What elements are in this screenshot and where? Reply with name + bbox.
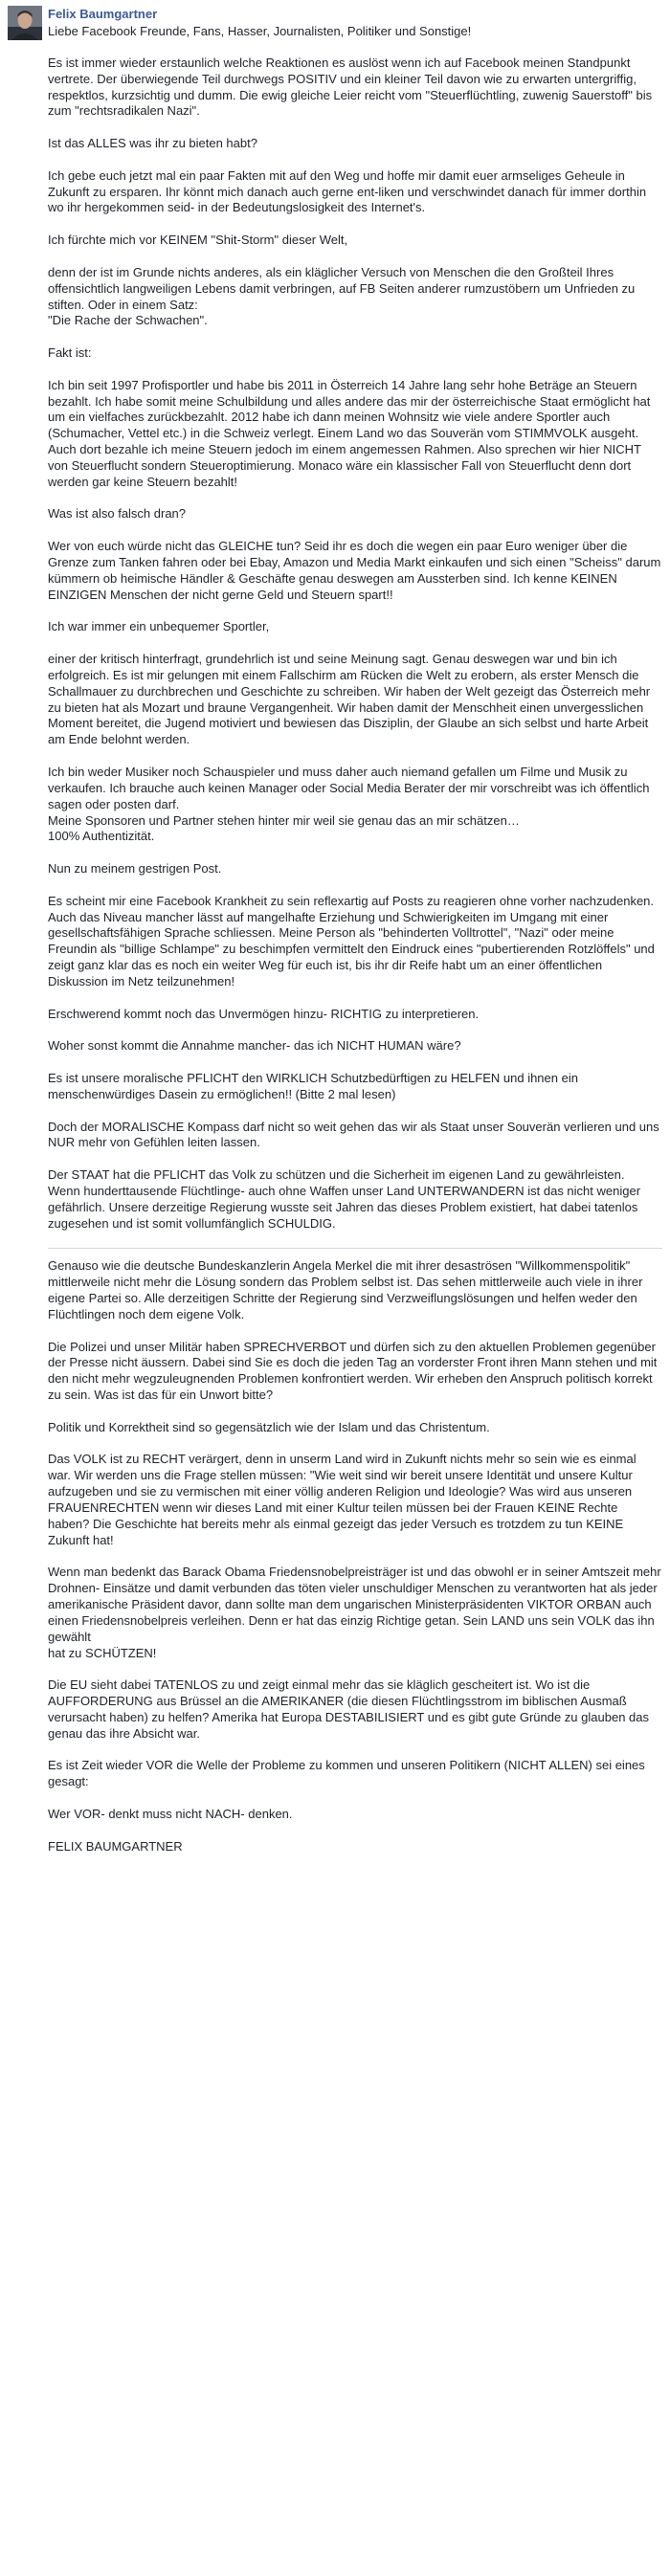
facebook-post [8,6,662,1871]
profile-photo-icon [8,6,42,40]
paragraph: Politik und Korrektheit sind so gegensätzlich wie der Islam und das Christentum. [48,1419,490,1434]
paragraph: Ich fürchte mich vor KEINEM "Shit-Storm" dieser Welt, [48,233,348,248]
author-name[interactable]: Felix Baumgartner [48,7,158,21]
content-divider [48,1248,662,1249]
paragraph: Nun zu meinem gestrigen Post. [48,861,222,877]
paragraph: denn der ist im Grunde nichts anderes, als ein kläglicher Versuch von Menschen die den Großteil Ihres offensichtlich langweiligen Lebens damit verbringen, auf FB Seiten anderer rumzustöbern um Unfrieden zu stiften. Oder in einem Satz: "Die Rache der Schwachen". [48,264,636,328]
paragraph: Ich gebe euch jetzt mal ein paar Fakten mit auf den Weg und hoffe mir damit euer armseliges Geheule in Zukunft zu ersparen. Ihr könnt mich danach auch gerne ent-liken und verschwindet danach für immer dorthin wo ihr hergekommen seid- in der Bedeutungslosigkeit des Internet's. [48,167,650,215]
paragraph: Der STAAT hat die PFLICHT das Volk zu schützen und die Sicherheit im eigenen Land zu gewährleisten. Wenn hunderttausende Flüchtlinge- auch ohne Waffen unser Land UNTERWANDERN ist das nicht weniger gefährlich. Unsere derzeitige Regierung wusste seit Jahren das dieses Problem existiert, hat dabei tatenlos zugesehen und ist somit vollumfänglich SCHULDIG. [48,1167,641,1231]
post-body-bottom [48,1258,662,1854]
paragraph: Ist das ALLES was ihr zu bieten habt? [48,136,257,151]
paragraph: Ich bin weder Musiker noch Schauspieler und muss daher auch niemand gefallen um Filme und Musik zu verkaufen. Ich brauche auch keinen Manager oder Social Media Berater der mir vorschreibt was ich öffentlich sagen oder posten darf. Meine Sponsoren und Partner stehen hinter mir weil sie genau das an mir schätzen… 100% Authentizität. [48,764,650,844]
paragraph: Genauso wie die deutsche Bundeskanzlerin Angela Merkel die mit ihrer desaströsen "Willkommenspolitik" mittlerweile nicht mehr die Lösung sondern das Problem selbst ist. Das sehen mittlerweile auch viele in ihrer eigene Partei so. Alle derzeitigen Schritte der Regierung sind Verzweiflungslösungen und helfen weder den Flüchtlingen noch dem eigene Volk. [48,1258,647,1321]
paragraph: Wer von euch würde nicht das GLEICHE tun? Seid ihr es doch die wegen ein paar Euro weniger über die Grenze zum Tanken fahren oder bei Ebay, Amazon und Media Markt einkaufen und sich einen "Scheiss" darum kümmern ob heimische Händler & Geschäfte genau deswegen am Aussterben sind. Ich kenne KEINEN EINZIGEN Menschen der nicht gerne Geld und Steuern spart!! [48,539,664,602]
paragraph: Es ist Zeit wieder VOR die Welle der Probleme zu kommen und unseren Politikern (NICHT ALLEN) sei eines gesagt: [48,1758,649,1789]
paragraph: Woher sonst kommt die Annahme mancher- das ich NICHT HUMAN wäre? [48,1038,461,1054]
paragraph: Wenn man bedenkt das Barack Obama Friedensnobelpreisträger ist und das obwohl er in seiner Amtszeit mehr Drohnen- Einsätze und damit verbunden das töten vieler unschuldiger Menschen zu verantworten hat als jeder amerikanische Präsident davor, dann sollte man dem ungarischen Ministerpräsidenten VIKTOR ORBAN auch einen Friedensnobelpreis verleihen. Denn er hat das einzig Richtige getan. Sein LAND uns sein VOLK das ihn gewählt hat zu SCHÜTZEN! [48,1565,661,1660]
paragraph: Es ist immer wieder erstaunlich welche Reaktionen es auslöst wenn ich auf Facebook meinen Standpunkt vertrete. Der überwiegende Teil durchwegs POSITIV und ein kleiner Teil davon wie zu erwarten untergriffig, respektlos, kurzsichtig und dumm. Die ewig gleiche Leier reicht vom "Steuerflüchtling, zuwenig Sauerstoff" bis zum "rechtsradikalen Nazi". [48,55,656,119]
signature: FELIX BAUMGARTNER [48,1838,183,1854]
paragraph: Ich war immer ein unbequemer Sportler, [48,619,270,634]
paragraph: Liebe Facebook Freunde, Fans, Hasser, Journalisten, Politiker und Sonstige! [48,24,472,38]
avatar[interactable] [8,6,42,40]
paragraph: Es ist unsere moralische PFLICHT den WIRKLICH Schutzbedürftigen zu HELFEN und ihnen ein menschenwürdiges Dasein zu ermöglichen!! (Bitte 2 mal lesen) [48,1071,582,1101]
paragraph: Wer VOR- denkt muss nicht NACH- denken. [48,1806,293,1821]
post-body-top [48,23,662,1232]
paragraph: Fakt ist: [48,345,92,361]
paragraph: Was ist also falsch dran? [48,506,187,522]
post-content [48,6,662,1855]
paragraph: Es scheint mir eine Facebook Krankheit zu sein reflexartig auf Posts zu reagieren ohne vorher nachzudenken. Auch das Niveau mancher lässt auf mangelhafte Erziehung und Schwierigkeiten im Umgang mit einer gesellschaftsfähigen Sprache schliessen. Meine Person als "behinderten Volltrottel", "Nazi" oder meine Freundin als "billige Schlampe" zu beschimpfen vermittelt den Eindruck eines "pubertierenden Rotzlöffels" und zeigt ganz klar das es noch ein weiter Weg für euch ist, bis ihr dir Reife habt um an einer öffentlichen Diskussion im Netz teilzunehmen! [48,893,659,988]
paragraph: Erschwerend kommt noch das Unvermögen hinzu- RICHTIG zu interpretieren. [48,1006,480,1021]
paragraph: Doch der MORALISCHE Kompass darf nicht so weit gehen das wir als Staat unser Souverän verlieren und uns NUR mehr von Gefühlen leiten lassen. [48,1119,663,1150]
paragraph: Die Polizei und unser Militär haben SPRECHVERBOT und dürfen sich zu den aktuellen Problemen gegenüber der Presse nicht äussern. Dabei sind Sie es doch die jeden Tag an vorderster Front ihren Mann stehen und mit den nicht mehr wegzuleugnenden Problemen konfrontiert werden. Wir erheben den Anspruch politisch korrekt zu sein. Was ist das für ein Unwort bitte? [48,1339,661,1403]
paragraph: einer der kritisch hinterfragt, grundehrlich ist und seine Meinung sagt. Genau deswegen war und bin ich erfolgreich. Es ist mir gelungen mit einem Fallschirm am Rücken die Welt zu erobern, als erster Mensch die Schallmauer zu durchbrechen und Geschichte zu schreiben. Wir haben der Welt gezeigt das Österreich mehr zu bieten hat als Mozart und braune Vergangenheit. Wir haben damit der Menschheit einen unvergesslichen Moment bereitet, die Jugend motiviert und bewiesen das Disziplin, der Glaube an sich selbst und harte Arbeit am Ende belohnt werden. [48,652,654,747]
paragraph: Die EU sieht dabei TATENLOS zu und zeigt einmal mehr das sie kläglich gescheitert ist. Wo ist die AUFFORDERUNG aus Brüssel an die AMERIKANER (die diesen Flüchtlingsstrom im biblischen Ausmaß verursacht haben) zu helfen? Amerika hat Europa DESTABILISIERT und es gibt gute Gründe zu glauben das genau das ihre Absicht war. [48,1677,653,1741]
paragraph: Ich bin seit 1997 Profisportler und habe bis 2011 in Österreich 14 Jahre lang sehr hohe Beträge an Steuern bezahlt. Ich habe somit meine Schulbildung und alles andere das mir der österreichische Staat ermöglicht hat um ein vielfaches zurückbezahlt. 2012 habe ich dann meinen Wohnsitz wie viele andere Sportler auch (Schumacher, Vettel etc.) in die Schweiz verlegt. Einem Land wo das Souverän vom STIMMVOLK ausgeht. Auch dort bezahle ich meine Steuern jedoch im einem angemessen Rahmen. Also sprechen wir hier NICHT von Steuerflucht sondern Steueroptimierung. Monaco wäre ein klassischer Fall von Steuerflucht denn dort werden gar keine Steuern bezahlt! [48,377,655,489]
paragraph: Das VOLK ist zu RECHT verärgert, denn in unserm Land wird in Zukunft nichts mehr so sein wie es einmal war. Wir werden uns die Frage stellen müssen: "Wie weit sind wir bereit unsere Identität und unsere Kultur aufzugeben und sie zu vermischen mit einer völlig anderen Religion und Ideologie? Was wird aus unseren FRAUENRECHTEN wenn wir dieses Land mit einer Kultur teilen müssen bei der Frauen KEINE Rechte haben? Die Geschichte hat bereits mehr als einmal gezeigt das jeder Versuch es trotzdem zu tun KEINE Zukunft hat! [48,1452,640,1547]
